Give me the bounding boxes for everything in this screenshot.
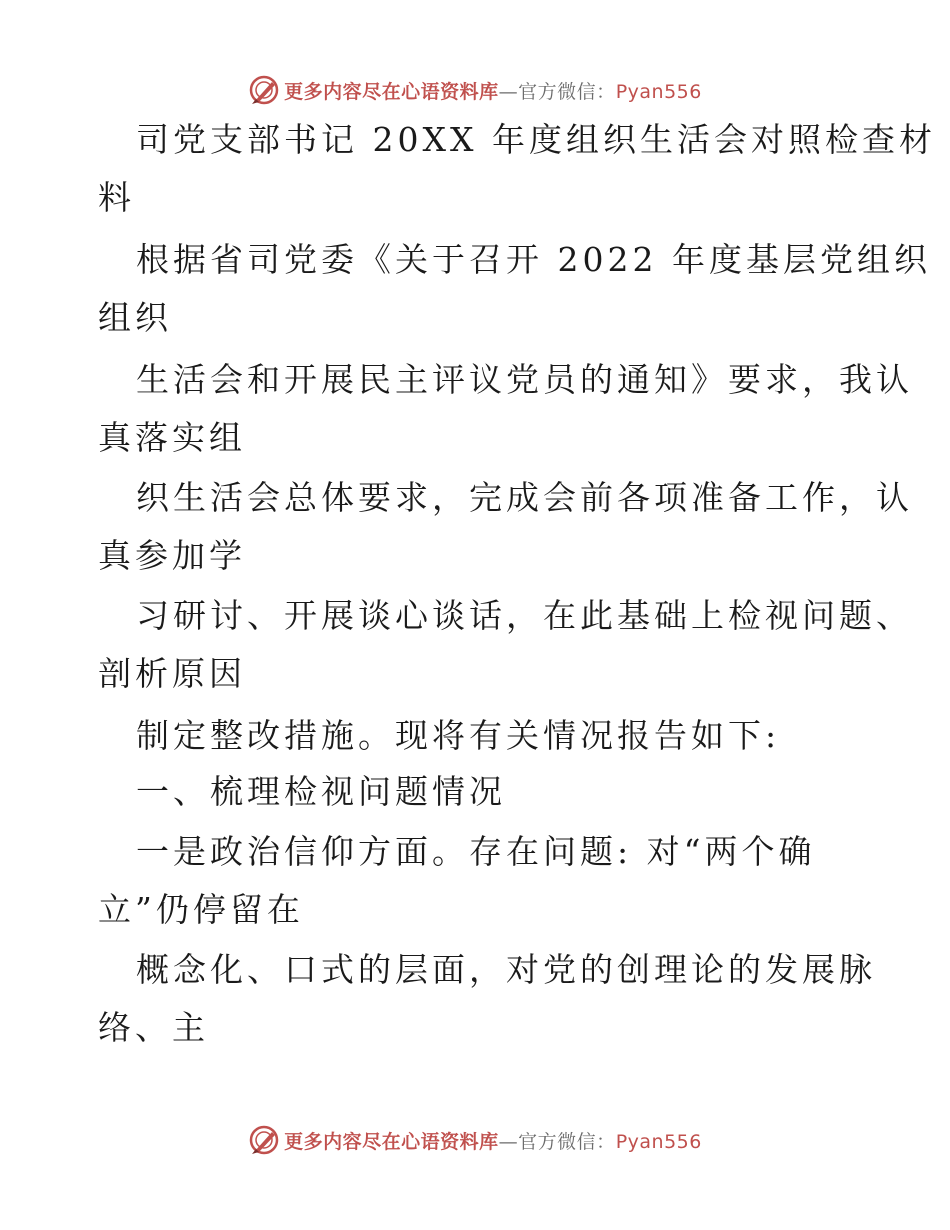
watermark-banner-top	[0, 70, 950, 110]
watermark-dash: —	[498, 1130, 519, 1153]
watermark-contact-id: Pyan556	[615, 1130, 702, 1153]
doc-line: 概念化、口式的层面，对党的创理论的发展脉	[136, 950, 876, 989]
pen-logo-icon	[248, 1124, 280, 1156]
watermark-dash: —	[498, 80, 519, 103]
doc-line: 组织	[98, 298, 172, 337]
doc-line: 根据省司党委《关于召开 2022 年度基层党组织	[136, 240, 931, 279]
doc-line: 织生活会总体要求，完成会前各项准备工作，认	[136, 478, 913, 517]
pen-logo-icon	[248, 74, 280, 106]
doc-line: 一是政治信仰方面。存在问题: 对“两个确	[136, 832, 816, 871]
doc-line: 司党支部书记 20XX 年度组织生活会对照检查材	[136, 120, 936, 159]
doc-line: 真参加学	[98, 536, 246, 575]
watermark-contact-label: 官方微信：	[518, 80, 616, 103]
doc-line: 立”仍停留在	[98, 890, 304, 929]
watermark-banner-bottom	[0, 1120, 950, 1160]
watermark-contact-label: 官方微信：	[518, 1130, 616, 1153]
watermark-brand: 更多内容尽在心语资料库	[284, 1130, 499, 1153]
doc-line: 料	[98, 178, 135, 217]
doc-line: 生活会和开展民主评议党员的通知》要求，我认	[136, 360, 913, 399]
doc-line: 制定整改措施。现将有关情况报告如下:	[136, 716, 781, 755]
doc-line: 络、主	[98, 1008, 209, 1047]
doc-line: 真落实组	[98, 418, 246, 457]
watermark-brand: 更多内容尽在心语资料库	[284, 80, 499, 103]
doc-line: 剖析原因	[98, 654, 246, 693]
doc-line: 一、梳理检视问题情况	[136, 772, 506, 811]
watermark-contact-id: Pyan556	[615, 80, 702, 103]
doc-line: 习研讨、开展谈心谈话，在此基础上检视问题、	[136, 596, 913, 635]
